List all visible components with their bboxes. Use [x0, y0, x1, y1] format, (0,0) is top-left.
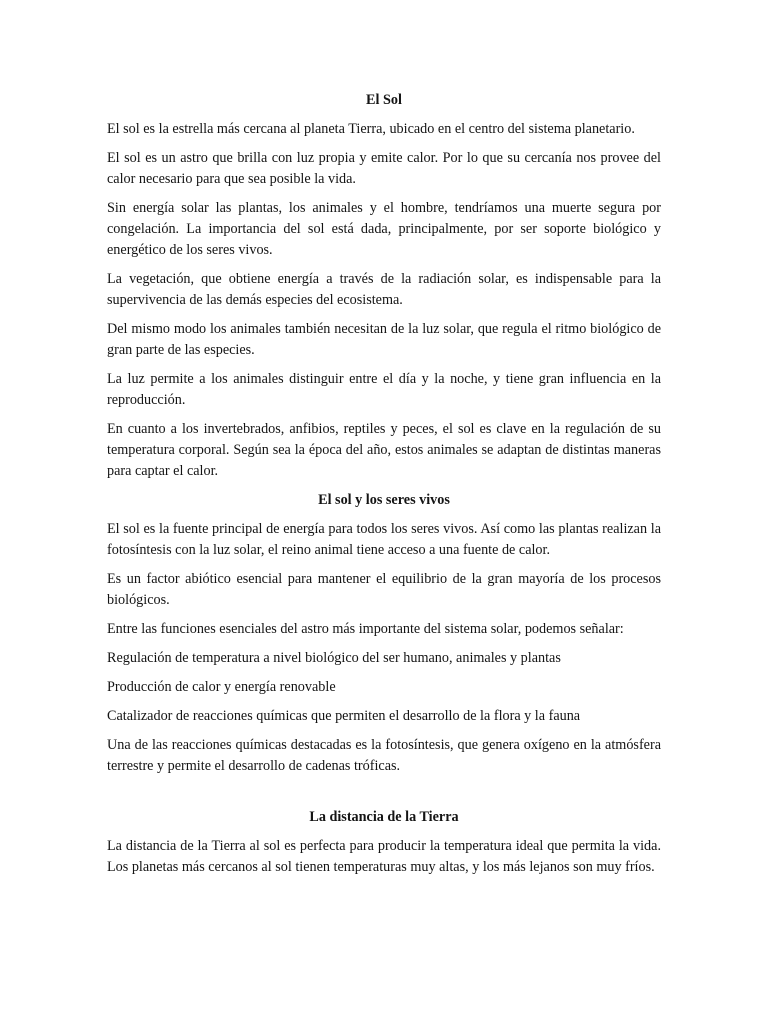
section-spacer — [107, 785, 661, 807]
paragraph: Producción de calor y energía renovable — [107, 679, 336, 695]
paragraph: La distancia de la Tierra al sol es perfecta para producir la temperatura ideal que permita la vida. Los planetas más cercanos al sol tienen temperaturas muy altas, y los más lejanos son muy fríos. — [107, 838, 661, 875]
section-title-el-sol: El Sol — [366, 92, 402, 108]
section-title-distancia: La distancia de la Tierra — [309, 809, 459, 825]
paragraph: La vegetación, que obtiene energía a través de la radiación solar, es indispensable para la supervivencia de las demás especies del ecosistema. — [107, 271, 661, 308]
paragraph: Sin energía solar las plantas, los animales y el hombre, tendríamos una muerte segura por congelación. La importancia del sol está dada, principalmente, por ser soporte biológico y energético de los seres vivos. — [107, 200, 661, 258]
paragraph: En cuanto a los invertebrados, anfibios, reptiles y peces, el sol es clave en la regulación de su temperatura corporal. Según sea la época del año, estos animales se adaptan de distintas maneras para captar el calor. — [107, 421, 661, 479]
paragraph: La luz permite a los animales distinguir entre el día y la noche, y tiene gran influencia en la reproducción. — [107, 371, 661, 408]
paragraph: El sol es la fuente principal de energía para todos los seres vivos. Así como las plantas realizan la fotosíntesis con la luz solar, el reino animal tiene acceso a una fuente de calor. — [107, 521, 661, 558]
paragraph: Es un factor abiótico esencial para mantener el equilibrio de la gran mayoría de los procesos biológicos. — [107, 571, 661, 608]
paragraph: Una de las reacciones químicas destacadas es la fotosíntesis, que genera oxígeno en la atmósfera terrestre y permite el desarrollo de cadenas tróficas. — [107, 737, 661, 774]
document-page — [107, 90, 661, 886]
paragraph: El sol es un astro que brilla con luz propia y emite calor. Por lo que su cercanía nos provee del calor necesario para que sea posible la vida. — [107, 150, 661, 187]
paragraph: Regulación de temperatura a nivel biológico del ser humano, animales y plantas — [107, 650, 561, 666]
section-title-seres-vivos: El sol y los seres vivos — [318, 492, 450, 508]
paragraph: Catalizador de reacciones químicas que permiten el desarrollo de la flora y la fauna — [107, 708, 581, 724]
paragraph: Entre las funciones esenciales del astro más importante del sistema solar, podemos señalar: — [107, 621, 624, 637]
paragraph: Del mismo modo los animales también necesitan de la luz solar, que regula el ritmo biológico de gran parte de las especies. — [107, 321, 661, 358]
paragraph: El sol es la estrella más cercana al planeta Tierra, ubicado en el centro del sistema planetario. — [107, 121, 635, 137]
